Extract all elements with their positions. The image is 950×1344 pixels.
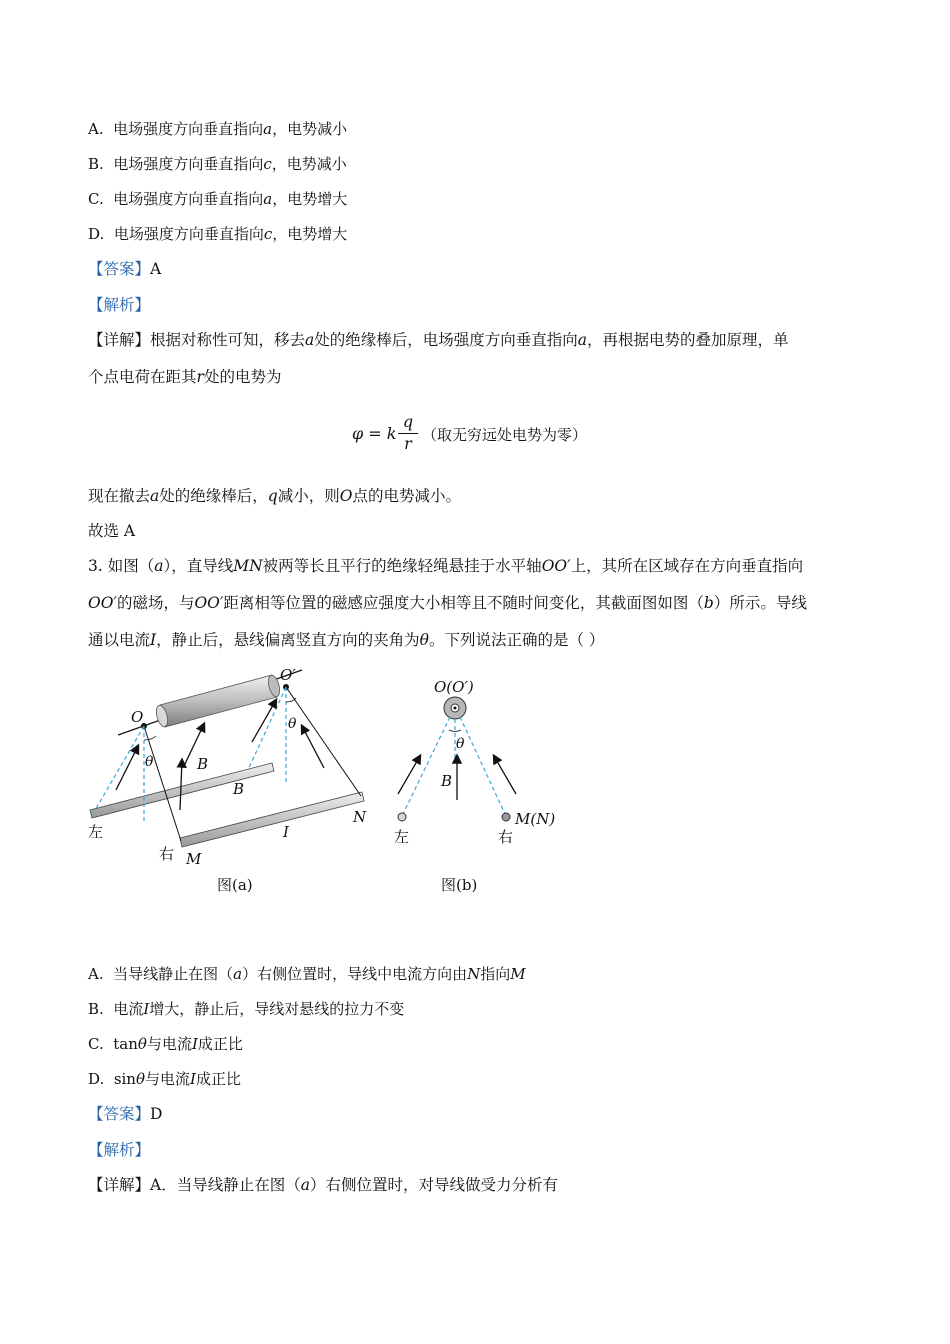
q3-stem-line-2: OO′的磁场，与OO′距离相等位置的磁感应强度大小相等且不随时间变化，其截面图如图（b）所示。导线 (88, 594, 807, 612)
formula-note: （取无穷远处电势为零） (422, 426, 588, 444)
figure-a (90, 670, 367, 847)
formula-numerator: q (402, 412, 414, 431)
label-b1: B (197, 755, 209, 773)
q2-option-a: A. 电场强度方向垂直指向a，电势减小 (88, 120, 348, 138)
q2-detail-line-3: 现在撤去a处的绝缘棒后，q减小，则O点的电势减小。 (88, 487, 461, 505)
label-theta-a1: θ (145, 754, 154, 770)
label-right-b: 右 (498, 828, 514, 846)
formula-fraction (398, 412, 418, 453)
label-theta-b: θ (456, 736, 465, 752)
q3-detail: 【详解】A．当导线静止在图（a）右侧位置时，对导线做受力分析有 (88, 1176, 558, 1194)
q2-detail-line-2: 个点电荷在距其r处的电势为 (88, 368, 282, 386)
q2-analysis-tag: 【解析】 (88, 296, 151, 314)
q2-option-c: C. 电场强度方向垂直指向a，电势增大 (88, 190, 348, 208)
q2-answer: 【答案】A (88, 260, 162, 278)
label-m: M (186, 850, 202, 868)
label-right-a: 右 (159, 845, 175, 863)
axis-cylinder (154, 674, 281, 728)
q2-detail-line-1: 【详解】根据对称性可知，移去a处的绝缘棒后，电场强度方向垂直指向a，再根据电势的叠加原理，单 (88, 331, 789, 349)
label-o-prime: O′ (280, 666, 296, 684)
caption-a: 图(a) (217, 876, 253, 894)
wire-mn (502, 813, 510, 821)
figure-b (398, 697, 516, 821)
label-n: N (353, 808, 367, 826)
caption-b: 图(b) (441, 876, 478, 894)
label-left-b: 左 (394, 828, 410, 846)
q3-option-a: A. 当导线静止在图（a）右侧位置时，导线中电流方向由N指向M (88, 965, 526, 983)
wire-left (398, 813, 406, 821)
q3-option-d: D. sinθ与电流I成正比 (88, 1070, 241, 1088)
q3-stem-line-1: 3. 如图（a），直导线MN被两等长且平行的绝缘轻绳悬挂于水平轴OO′上，其所在区域存在方向垂直指向 (88, 557, 804, 575)
label-o-o-prime: O(O′) (434, 678, 474, 696)
q2-option-b: B. 电场强度方向垂直指向c，电势减小 (88, 155, 347, 173)
label-i: I (283, 823, 289, 841)
q3-option-c: C. tanθ与电流I成正比 (88, 1035, 243, 1053)
label-b2: B (233, 780, 245, 798)
label-b-section: B (441, 772, 453, 790)
q3-figure (80, 660, 580, 900)
b-section-arrows (398, 756, 516, 800)
formula-lhs: φ = k (352, 424, 397, 443)
label-o: O (131, 708, 144, 726)
q3-stem-line-3: 通以电流I，静止后，悬线偏离竖直方向的夹角为θ。下列说法正确的是（ ） (88, 631, 605, 649)
q3-analysis-tag: 【解析】 (88, 1141, 151, 1159)
q3-option-b: B. 电流I增大，静止后，导线对悬线的拉力不变 (88, 1000, 405, 1018)
q2-conclusion: 故选 A (88, 522, 136, 540)
formula-denominator: r (398, 433, 418, 453)
q3-answer: 【答案】D (88, 1105, 163, 1123)
q2-option-d: D. 电场强度方向垂直指向c，电势增大 (88, 225, 348, 243)
label-left-a: 左 (88, 823, 104, 841)
rod-mn (180, 792, 367, 847)
label-m-n: M(N) (515, 810, 556, 828)
label-theta-a2: θ (288, 716, 297, 732)
string-o-prime (286, 687, 361, 796)
string-o (144, 726, 181, 841)
